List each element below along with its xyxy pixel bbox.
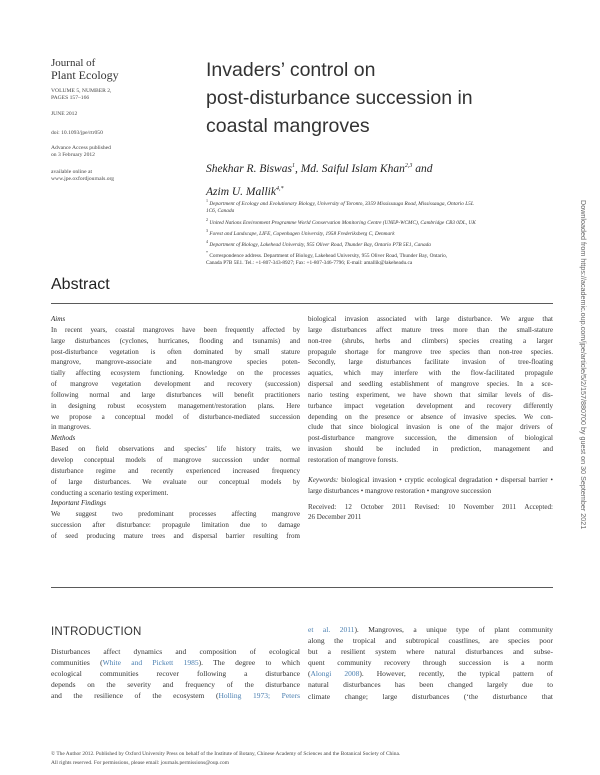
text-line: mangrove, mangrove-associate and non-mangrove species poten-	[51, 358, 300, 367]
text-line: clude that since biological invasion is one of the major drivers of	[308, 423, 553, 432]
volume: VOLUME 5, NUMBER 2,	[51, 88, 112, 94]
affiliation-line	[206, 238, 556, 249]
text-line: large disturbances (cyclones, hurricanes, flooding and tsunamis) and	[51, 336, 300, 345]
affiliation-line	[206, 260, 556, 267]
text-line: but a resilient system where natural disturbances and subse-	[308, 647, 553, 657]
text-line: aquatics, which may interfere with the flow-facilitated propagule	[308, 369, 553, 378]
bullet-icon: •	[425, 486, 432, 495]
text-line: develop conceptual models of mangrove succession under normal	[51, 455, 300, 464]
keyword: large disturbances	[308, 486, 359, 495]
text-line: natural disturbances has been changed largely due to	[308, 680, 553, 690]
text-line: communities (White and Pickett 1985). The degree to which	[51, 658, 301, 668]
divider	[51, 303, 553, 304]
affiliation-mark: 4	[206, 238, 208, 244]
text-line: depending on the presence or absence of invasive species. We con-	[308, 412, 553, 421]
text-line: ecological communities recover following a disturbance	[51, 669, 300, 679]
bullet-icon: •	[547, 475, 553, 484]
text-line: Based on field observations and species’ life history traits, we	[51, 445, 300, 454]
affiliation-mark: 1	[206, 198, 208, 203]
findings-heading: Important Findings	[51, 499, 107, 508]
text-line: post-disturbance mangrove succession, the dimension of biological	[308, 434, 553, 443]
text-line: large disturbances affect mature trees more than the small-stature	[308, 325, 553, 334]
affiliation-text: Department of Biology, Lakehead University, 955 Oliver Road, Thunder Bay, Ontario P7B 5E1, Canada	[209, 241, 431, 248]
text-line: dispersal and seedling establishment of mangrove species. In a sce-	[308, 380, 553, 389]
text-line: et al. 2011). Mangroves, a unique type of plant community	[308, 625, 554, 634]
intro-right-column	[308, 624, 553, 702]
aims-text	[51, 325, 300, 433]
advance-line2: on 3 February 2012	[51, 152, 95, 158]
author-name: Shekhar R. Biswas	[206, 162, 292, 175]
text-line: of mangrove vegetation development and recovery (succession)	[51, 380, 300, 389]
journal-name-line1: Journal of	[51, 57, 96, 69]
keyword: cryptic ecological degradation	[404, 475, 493, 484]
text-line: Secondly, large disturbances facilitate invasion of tree-floating	[308, 358, 553, 367]
advance-access	[51, 145, 136, 159]
citation-link[interactable]: Alongi 2008	[310, 669, 360, 679]
text-line: restoration of mangrove forests.	[308, 455, 399, 464]
affiliation-line	[206, 227, 556, 238]
journal-name	[51, 57, 119, 81]
keywords-label: Keywords:	[308, 475, 339, 484]
bullet-icon: •	[358, 486, 365, 495]
divider	[51, 587, 553, 588]
volume-info	[51, 88, 136, 102]
text-line: depends on the severity and frequency of the disturbance	[51, 680, 300, 690]
affiliation-line	[206, 216, 556, 227]
author-name: Md. Saiful Islam Khan	[300, 162, 405, 175]
download-watermark: Downloaded from https://academic.oup.com/jpe/article/5/2/157/880700 by guest on 30 September 2021	[579, 200, 588, 530]
aims-heading: Aims	[51, 315, 66, 323]
methods-heading: Methods	[51, 434, 76, 443]
keywords	[308, 475, 553, 497]
text-line: along the tropical and subtropical coastlines, are species poor	[308, 636, 553, 646]
citation-link[interactable]: et al. 2011	[308, 625, 355, 634]
author-name: Azim U. Mallik	[206, 185, 276, 198]
text-line: and the resilience of the ecosystem (Holling 1973; Peters	[51, 691, 300, 701]
title-line: post-disturbance succession in	[206, 87, 473, 109]
text-line: In recent years, coastal mangroves have been frequently affected by	[51, 325, 300, 334]
abstract-left-column	[51, 314, 300, 542]
text-line: We suggest two predominant processes affecting mangrove	[51, 510, 300, 519]
text-line: climate change; large disturbances (‘the disturbance that	[308, 691, 553, 701]
section-heading-introduction: INTRODUCTION	[51, 626, 142, 638]
article-title	[206, 56, 536, 140]
affiliation-line	[206, 197, 556, 208]
text-line: following normal and large disturbances will benefit practitioners	[51, 390, 300, 399]
advance-line1: Advance Access published	[51, 145, 111, 151]
author-affil-mark: 4,*	[275, 185, 284, 192]
affiliation-text: Department of Ecology and Evolutionary Biology, University of Toronto, 3359 Mississauga Road, Mississauga, Ontario L5L	[209, 200, 474, 207]
title-line: coastal mangroves	[206, 115, 370, 137]
received-dates: Received: 12 October 2011 Revised: 10 November 2011 Accepted:	[308, 502, 553, 511]
text-line: of seed producing mature trees and dispersal barrier resulting from	[51, 531, 300, 540]
affiliation-mark: 3	[206, 227, 208, 233]
keyword: dispersal barrier	[500, 475, 548, 484]
abstract-right-column	[308, 314, 553, 523]
text-line: biological invasion associated with large disturbance. We argue that	[308, 315, 553, 323]
text-line: post-disturbance vegetation is often dominated by small stature	[51, 347, 300, 356]
affiliations	[206, 197, 556, 268]
bullet-icon: •	[492, 475, 501, 484]
online-url[interactable]: www.jpe.oxfordjournals.org	[51, 176, 115, 182]
abstract-heading: Abstract	[51, 276, 110, 293]
title-line: Invaders’ control on	[206, 59, 376, 81]
text-line: in designing robust ecosystem management/restoration plans. Here	[51, 401, 300, 410]
text-line: turbance impact vegetation development and recovery differently	[308, 401, 553, 410]
keyword: mangrove restoration	[364, 486, 426, 495]
text-line: we propose a conceptual model of disturbance-mediated succession	[51, 412, 300, 421]
text-line: in mangroves.	[51, 423, 91, 432]
author-affil-mark: 1	[291, 163, 295, 169]
intro-left-column	[51, 646, 300, 701]
findings-text-continued	[308, 314, 553, 466]
journal-name-line2: Plant Ecology	[51, 68, 119, 82]
author-conjunction: and	[415, 162, 433, 175]
doi[interactable]: doi: 10.1093/jpe/rtr050	[51, 130, 103, 136]
methods-text	[51, 444, 300, 498]
text-line: invasion should be included in prediction, management and	[308, 445, 553, 454]
text-line: (Alongi 2008). However, recently, the typical pattern of	[308, 669, 553, 679]
text-line: succession after disturbance: propagule limitation due to damage	[51, 521, 300, 530]
affiliation-line	[206, 208, 556, 215]
affiliation-text: United Nations Environment Programme World Conservation Monitoring Centre (UNEP-WCMC), Cambridge CB3 0DL, UK	[209, 219, 476, 226]
text-line: disturbance regime and recently experienced increased frequency	[51, 466, 300, 475]
author-affil-mark: 2,3	[404, 163, 413, 169]
issue-date: JUNE 2012	[51, 111, 78, 117]
findings-text	[51, 509, 300, 542]
affiliation-text: Forest and Landscape, LIFE, Copenhagen University, 1958 Frederiksberg C, Denmark	[209, 230, 395, 237]
permissions-line: All rights reserved. For permissions, please email: journals.permissions@oup.com	[51, 760, 229, 766]
text-line: nario testing experiment, we have shown that similar levels of dis-	[308, 390, 553, 399]
bullet-icon: •	[396, 475, 405, 484]
online-line1: available online at	[51, 169, 93, 175]
author-list: Shekhar R. Biswas$^1$, Md. Saiful Islam Khan$^{2,3}$ and Azim U. Mallik$^{4,*}$	[206, 162, 433, 198]
affiliation-mark: *	[206, 250, 208, 256]
copyright-line: © The Author 2012. Published by Oxford University Press on behalf of the Institute of Botany, Chinese Academy of Sciences and the Botanical Society of China.	[51, 751, 401, 757]
text-line: quent community recovery through succession is a norm	[308, 658, 553, 668]
affiliation-line	[206, 249, 556, 260]
text-line: tially affecting ecosystem functioning. Knowledge on the processes	[51, 369, 300, 378]
text-line: of large disturbances. We evaluate our conceptual models by	[51, 477, 300, 486]
citation-link[interactable]: White and Pickett 1985	[102, 658, 199, 668]
online-availability	[51, 169, 136, 183]
text-line: propagule shortage for mangrove tree species than non-tree species.	[308, 347, 553, 356]
affiliation-mark: 2	[206, 216, 208, 222]
text-line: Disturbances affect dynamics and composition of ecological	[51, 647, 300, 656]
keyword: biological invasion	[341, 475, 397, 484]
text-line: non-tree (shrubs, herbs and climbers) species creating a larger	[308, 336, 553, 345]
affiliation-text: 1C6, Canada	[206, 208, 235, 215]
affiliation-text: Canada P7B 5E1. Tel.: +1-807-343-8927; Fax: +1-807-346-7796; E-mail: amallik@lakeheadu.ca	[206, 260, 413, 267]
pages: PAGES 157–166	[51, 95, 90, 101]
text-line: conducting a scenario testing experiment.	[51, 488, 169, 497]
keyword: mangrove succession	[431, 486, 492, 495]
affiliation-text: Correspondence address. Department of Biology, Lakehead University, 955 Oliver Road, Thunder Bay, Ontario,	[209, 252, 448, 259]
citation-link[interactable]: Holling 1973; Peters	[218, 691, 300, 701]
received-dates-line2: 26 December 2011	[308, 513, 362, 522]
